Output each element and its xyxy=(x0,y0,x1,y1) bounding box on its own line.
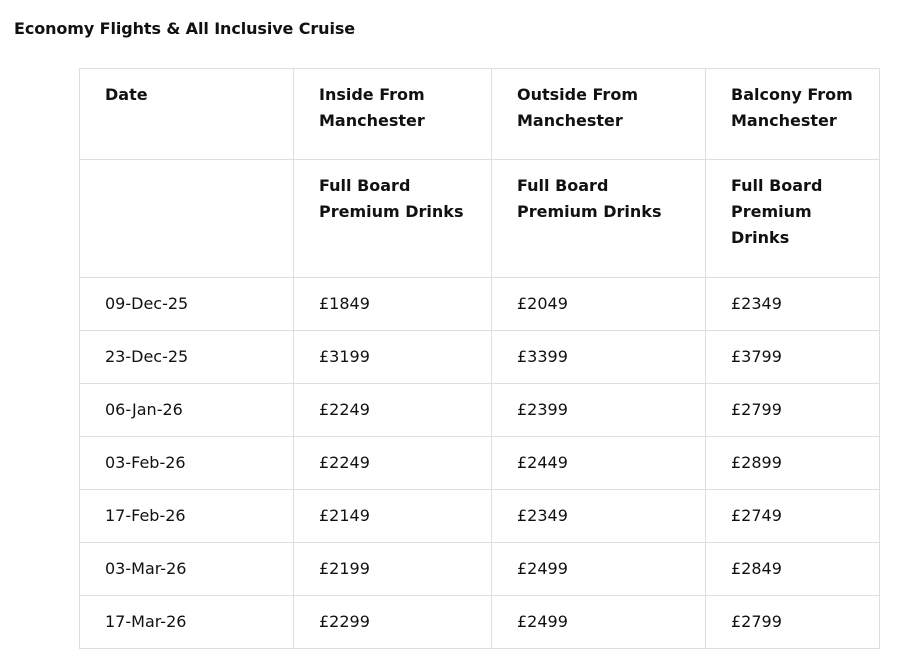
cell-date: 09-Dec-25 xyxy=(80,278,294,331)
header-inside: Inside From Manchester xyxy=(294,69,492,160)
table-row xyxy=(80,384,880,437)
cell-balcony-price: £2349 xyxy=(706,278,880,331)
table-row xyxy=(80,437,880,490)
table-row xyxy=(80,278,880,331)
cell-balcony-price: £2799 xyxy=(706,384,880,437)
cell-inside-price: £2199 xyxy=(294,543,492,596)
cell-outside-price: £2499 xyxy=(492,543,706,596)
cell-date: 03-Mar-26 xyxy=(80,543,294,596)
header-balcony: Balcony From Manchester xyxy=(706,69,880,160)
cell-outside-price: £3399 xyxy=(492,331,706,384)
cell-inside-price: £3199 xyxy=(294,331,492,384)
table-row xyxy=(80,596,880,649)
cell-outside-price: £2049 xyxy=(492,278,706,331)
cell-date: 03-Feb-26 xyxy=(80,437,294,490)
cell-inside-price: £1849 xyxy=(294,278,492,331)
cell-inside-price: £2249 xyxy=(294,384,492,437)
subheader-date xyxy=(80,160,294,278)
cell-outside-price: £2449 xyxy=(492,437,706,490)
cell-inside-price: £2149 xyxy=(294,490,492,543)
subheader-inside: Full Board Premium Drinks xyxy=(294,160,492,278)
cell-date: 06-Jan-26 xyxy=(80,384,294,437)
cell-outside-price: £2349 xyxy=(492,490,706,543)
cell-balcony-price: £2899 xyxy=(706,437,880,490)
cell-inside-price: £2299 xyxy=(294,596,492,649)
header-row xyxy=(80,69,880,160)
table-row xyxy=(80,543,880,596)
cell-outside-price: £2499 xyxy=(492,596,706,649)
subheader-outside: Full Board Premium Drinks xyxy=(492,160,706,278)
cell-balcony-price: £2799 xyxy=(706,596,880,649)
cell-date: 23-Dec-25 xyxy=(80,331,294,384)
price-table xyxy=(79,68,880,649)
cell-date: 17-Feb-26 xyxy=(80,490,294,543)
cell-balcony-price: £3799 xyxy=(706,331,880,384)
cell-balcony-price: £2749 xyxy=(706,490,880,543)
header-date: Date xyxy=(80,69,294,160)
cell-inside-price: £2249 xyxy=(294,437,492,490)
cell-balcony-price: £2849 xyxy=(706,543,880,596)
header-outside: Outside From Manchester xyxy=(492,69,706,160)
table-row xyxy=(80,331,880,384)
cell-date: 17-Mar-26 xyxy=(80,596,294,649)
subheader-row xyxy=(80,160,880,278)
table-row xyxy=(80,490,880,543)
cell-outside-price: £2399 xyxy=(492,384,706,437)
page-title: Economy Flights & All Inclusive Cruise xyxy=(14,19,356,38)
subheader-balcony: Full Board Premium Drinks xyxy=(706,160,880,278)
